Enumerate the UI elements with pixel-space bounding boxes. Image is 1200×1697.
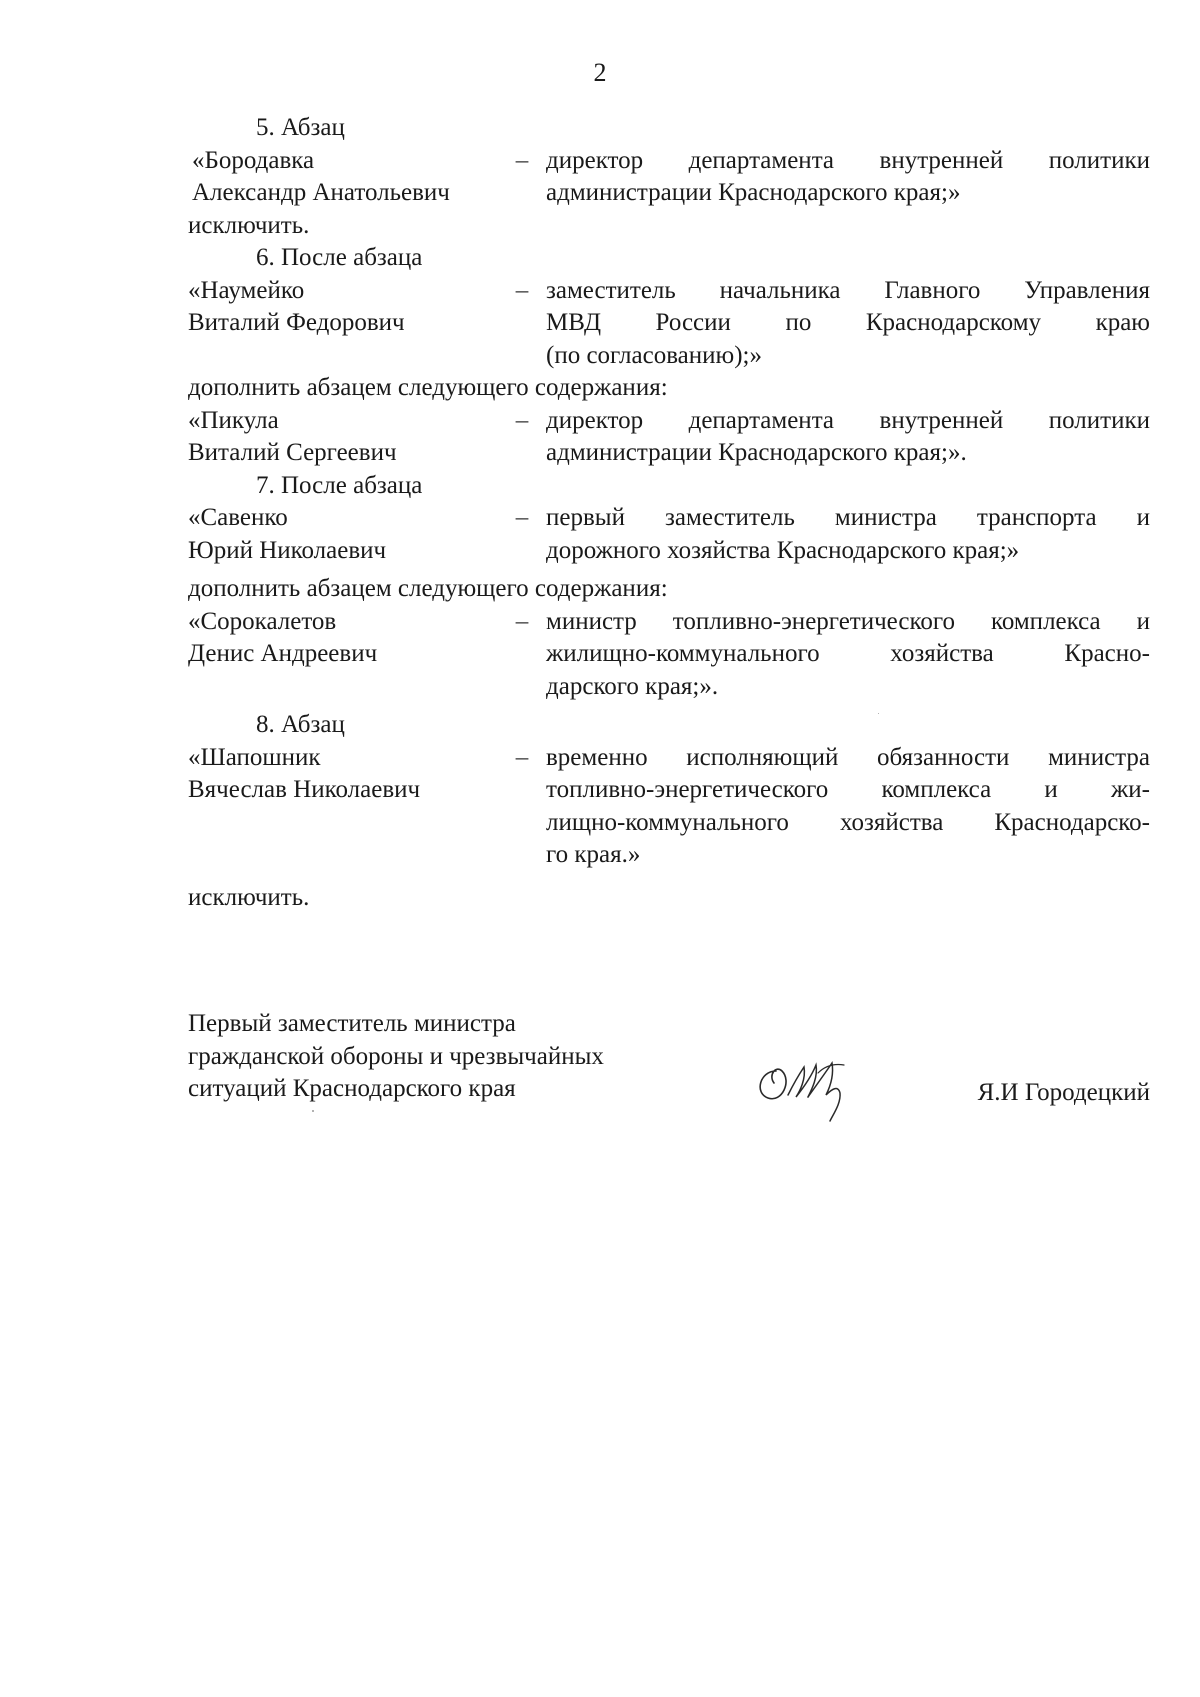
page-number: 2: [593, 58, 607, 87]
position-line: жилищно-коммунального хозяйства Красно-: [546, 640, 1150, 667]
name-line: Александр Анатольевич: [192, 179, 450, 206]
name-line: Виталий Сергеевич: [188, 439, 397, 466]
person-position: [546, 502, 1150, 567]
person-entry: [188, 275, 1150, 373]
signatory-name: Я.И Городецкий: [977, 1079, 1150, 1106]
name-line: Денис Андреевич: [188, 640, 378, 667]
signatory-title-line: ситуаций Краснодарского края: [188, 1075, 516, 1102]
scan-speck: [878, 713, 879, 714]
person-entry: [188, 145, 1150, 210]
position-line: заместитель начальника Главного Управления: [546, 276, 1150, 304]
person-position: [546, 606, 1150, 704]
position-line: топливно-энергетического комплекса и жи-: [546, 776, 1150, 803]
item-heading: 8. Абзац: [256, 711, 345, 738]
position-line: лищно-коммунального хозяйства Краснодарско-: [546, 808, 1150, 836]
position-line: (по согласованию);»: [546, 341, 762, 369]
dash: –: [515, 146, 529, 174]
name-line: «Пикула: [188, 406, 279, 434]
handwritten-signature: [748, 1053, 858, 1128]
person-entry: [188, 742, 1150, 872]
signatory-title-line: гражданской обороны и чрезвычайных: [188, 1042, 604, 1070]
item-closing: дополнить абзацем следующего содержания:: [188, 575, 668, 602]
item-closing: исключить.: [188, 211, 310, 239]
name-line: «Бородавка: [192, 146, 315, 174]
signature-block: [188, 1008, 1150, 1106]
person-position: [546, 742, 1150, 872]
signatory-title-line: Первый заместитель министра: [188, 1010, 516, 1037]
person-name: [188, 502, 498, 567]
item-closing: исключить.: [188, 883, 310, 911]
position-line: директор департамента внутренней политики: [546, 146, 1150, 174]
name-line: «Шапошник: [188, 743, 321, 771]
position-line: первый заместитель министра транспорта и: [546, 504, 1150, 531]
person-entry-added: [188, 405, 1150, 470]
position-line: дарского края;».: [546, 672, 719, 700]
scan-speck: [312, 1110, 314, 1112]
person-name: [188, 405, 498, 470]
position-line: администрации Краснодарского края;»: [546, 179, 961, 206]
name-line: Виталий Федорович: [188, 309, 405, 336]
dash: –: [515, 607, 529, 635]
dash: –: [515, 406, 529, 434]
dash: –: [515, 743, 529, 771]
person-name: [188, 145, 498, 210]
person-name: [188, 742, 498, 872]
person-position: [546, 145, 1150, 210]
item-heading: 7. После абзаца: [256, 471, 423, 499]
position-line: го края.»: [546, 841, 641, 868]
position-line: министр топливно-энергетического комплекса и: [546, 607, 1150, 635]
item-heading: 6. После абзаца: [256, 244, 423, 271]
person-position: [546, 405, 1150, 470]
item-closing: дополнить абзацем следующего содержания:: [188, 374, 668, 401]
name-line: Вячеслав Николаевич: [188, 776, 421, 803]
position-line: директор департамента внутренней политики: [546, 406, 1150, 434]
position-line: МВД России по Краснодарскому краю: [546, 309, 1150, 336]
name-line: «Наумейко: [188, 276, 305, 304]
dash: –: [515, 276, 529, 304]
position-line: временно исполняющий обязанности министра: [546, 743, 1150, 771]
person-name: [188, 606, 498, 704]
name-line: Юрий Николаевич: [188, 536, 387, 564]
person-name: [188, 275, 498, 373]
person-entry: [188, 502, 1150, 567]
item-heading: 5. Абзац: [256, 114, 345, 141]
name-line: «Сорокалетов: [188, 607, 337, 635]
person-position: [546, 275, 1150, 373]
person-entry-added: [188, 606, 1150, 704]
position-line: дорожного хозяйства Краснодарского края;»: [546, 536, 1020, 564]
position-line: администрации Краснодарского края;».: [546, 439, 967, 466]
dash: –: [515, 504, 529, 531]
name-line: «Савенко: [188, 504, 288, 531]
document-body: [188, 112, 1150, 914]
